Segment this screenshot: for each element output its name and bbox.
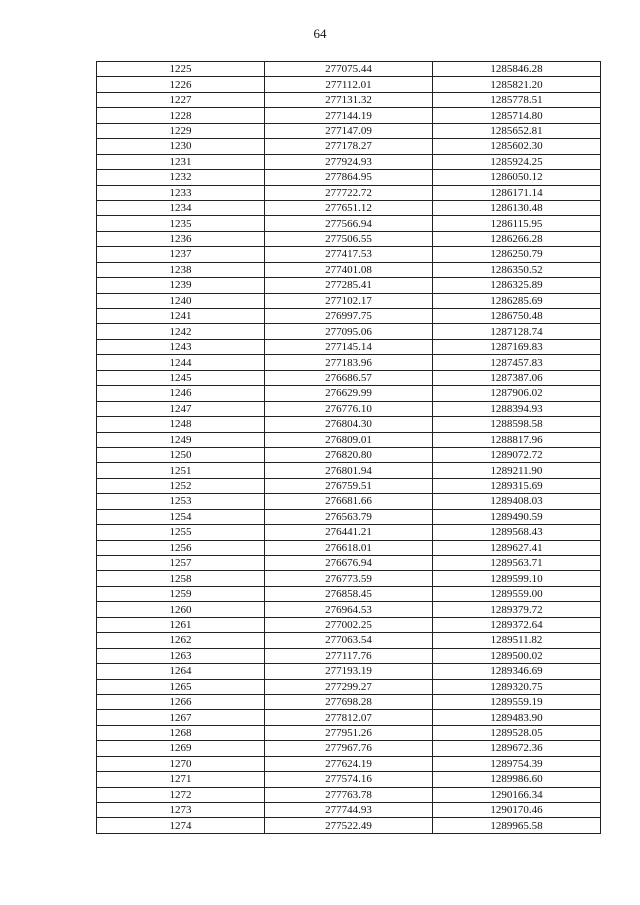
point-number-cell: 1233 bbox=[97, 185, 265, 200]
y-coordinate-cell: 1289568.43 bbox=[433, 525, 601, 540]
table-row bbox=[97, 247, 601, 262]
x-coordinate-cell: 277506.55 bbox=[265, 231, 433, 246]
point-number-cell: 1261 bbox=[97, 617, 265, 632]
x-coordinate-cell: 276629.99 bbox=[265, 386, 433, 401]
point-number-cell: 1238 bbox=[97, 262, 265, 277]
point-number-cell: 1262 bbox=[97, 633, 265, 648]
table-row bbox=[97, 571, 601, 586]
y-coordinate-cell: 1286285.69 bbox=[433, 293, 601, 308]
x-coordinate-cell: 276441.21 bbox=[265, 525, 433, 540]
x-coordinate-cell: 277131.32 bbox=[265, 92, 433, 107]
x-coordinate-cell: 276563.79 bbox=[265, 509, 433, 524]
point-number-cell: 1255 bbox=[97, 525, 265, 540]
x-coordinate-cell: 276997.75 bbox=[265, 309, 433, 324]
y-coordinate-cell: 1285846.28 bbox=[433, 62, 601, 77]
y-coordinate-cell: 1289559.19 bbox=[433, 694, 601, 709]
table-row bbox=[97, 77, 601, 92]
table-row bbox=[97, 309, 601, 324]
x-coordinate-cell: 277112.01 bbox=[265, 77, 433, 92]
table-row bbox=[97, 818, 601, 833]
table-row bbox=[97, 602, 601, 617]
x-coordinate-cell: 276820.80 bbox=[265, 447, 433, 462]
y-coordinate-cell: 1285821.20 bbox=[433, 77, 601, 92]
x-coordinate-cell: 277698.28 bbox=[265, 694, 433, 709]
table-row bbox=[97, 679, 601, 694]
table-row bbox=[97, 278, 601, 293]
table-row bbox=[97, 324, 601, 339]
y-coordinate-cell: 1286266.28 bbox=[433, 231, 601, 246]
x-coordinate-cell: 277864.95 bbox=[265, 170, 433, 185]
table-row bbox=[97, 586, 601, 601]
point-number-cell: 1239 bbox=[97, 278, 265, 293]
y-coordinate-cell: 1289483.90 bbox=[433, 710, 601, 725]
y-coordinate-cell: 1285714.80 bbox=[433, 108, 601, 123]
point-number-cell: 1248 bbox=[97, 417, 265, 432]
table-row bbox=[97, 62, 601, 77]
table-row bbox=[97, 339, 601, 354]
table-row bbox=[97, 447, 601, 462]
point-number-cell: 1258 bbox=[97, 571, 265, 586]
x-coordinate-cell: 277299.27 bbox=[265, 679, 433, 694]
x-coordinate-cell: 277285.41 bbox=[265, 278, 433, 293]
x-coordinate-cell: 277193.19 bbox=[265, 664, 433, 679]
x-coordinate-cell: 276686.57 bbox=[265, 370, 433, 385]
y-coordinate-cell: 1289379.72 bbox=[433, 602, 601, 617]
x-coordinate-cell: 277566.94 bbox=[265, 216, 433, 231]
point-number-cell: 1269 bbox=[97, 741, 265, 756]
x-coordinate-cell: 277117.76 bbox=[265, 648, 433, 663]
point-number-cell: 1267 bbox=[97, 710, 265, 725]
y-coordinate-cell: 1286171.14 bbox=[433, 185, 601, 200]
y-coordinate-cell: 1286050.12 bbox=[433, 170, 601, 185]
point-number-cell: 1229 bbox=[97, 123, 265, 138]
table-row bbox=[97, 463, 601, 478]
point-number-cell: 1272 bbox=[97, 787, 265, 802]
point-number-cell: 1230 bbox=[97, 139, 265, 154]
point-number-cell: 1250 bbox=[97, 447, 265, 462]
y-coordinate-cell: 1289372.64 bbox=[433, 617, 601, 632]
x-coordinate-cell: 276804.30 bbox=[265, 417, 433, 432]
point-number-cell: 1231 bbox=[97, 154, 265, 169]
coordinates-table bbox=[96, 61, 601, 834]
x-coordinate-cell: 277102.17 bbox=[265, 293, 433, 308]
point-number-cell: 1259 bbox=[97, 586, 265, 601]
x-coordinate-cell: 276618.01 bbox=[265, 540, 433, 555]
x-coordinate-cell: 276676.94 bbox=[265, 556, 433, 571]
point-number-cell: 1236 bbox=[97, 231, 265, 246]
point-number-cell: 1273 bbox=[97, 803, 265, 818]
y-coordinate-cell: 1287387.06 bbox=[433, 370, 601, 385]
point-number-cell: 1227 bbox=[97, 92, 265, 107]
page-number: 64 bbox=[313, 26, 327, 41]
y-coordinate-cell: 1288394.93 bbox=[433, 401, 601, 416]
table-row bbox=[97, 710, 601, 725]
table-row bbox=[97, 386, 601, 401]
x-coordinate-cell: 277145.14 bbox=[265, 339, 433, 354]
point-number-cell: 1253 bbox=[97, 494, 265, 509]
point-number-cell: 1237 bbox=[97, 247, 265, 262]
x-coordinate-cell: 277924.93 bbox=[265, 154, 433, 169]
x-coordinate-cell: 277095.06 bbox=[265, 324, 433, 339]
y-coordinate-cell: 1286750.48 bbox=[433, 309, 601, 324]
x-coordinate-cell: 277812.07 bbox=[265, 710, 433, 725]
point-number-cell: 1268 bbox=[97, 725, 265, 740]
point-number-cell: 1249 bbox=[97, 432, 265, 447]
y-coordinate-cell: 1286115.95 bbox=[433, 216, 601, 231]
y-coordinate-cell: 1289346.69 bbox=[433, 664, 601, 679]
x-coordinate-cell: 277178.27 bbox=[265, 139, 433, 154]
table-row bbox=[97, 741, 601, 756]
point-number-cell: 1266 bbox=[97, 694, 265, 709]
table-row bbox=[97, 540, 601, 555]
y-coordinate-cell: 1286350.52 bbox=[433, 262, 601, 277]
table-row bbox=[97, 200, 601, 215]
y-coordinate-cell: 1289528.05 bbox=[433, 725, 601, 740]
table-row bbox=[97, 525, 601, 540]
y-coordinate-cell: 1287457.83 bbox=[433, 355, 601, 370]
table-row bbox=[97, 494, 601, 509]
table-row bbox=[97, 725, 601, 740]
point-number-cell: 1247 bbox=[97, 401, 265, 416]
x-coordinate-cell: 277144.19 bbox=[265, 108, 433, 123]
table-row bbox=[97, 803, 601, 818]
point-number-cell: 1265 bbox=[97, 679, 265, 694]
point-number-cell: 1225 bbox=[97, 62, 265, 77]
table-row bbox=[97, 262, 601, 277]
x-coordinate-cell: 277522.49 bbox=[265, 818, 433, 833]
x-coordinate-cell: 277183.96 bbox=[265, 355, 433, 370]
table-row bbox=[97, 401, 601, 416]
table-row bbox=[97, 772, 601, 787]
x-coordinate-cell: 276801.94 bbox=[265, 463, 433, 478]
table-row bbox=[97, 216, 601, 231]
point-number-cell: 1256 bbox=[97, 540, 265, 555]
table-row bbox=[97, 370, 601, 385]
table-row bbox=[97, 478, 601, 493]
y-coordinate-cell: 1286250.79 bbox=[433, 247, 601, 262]
x-coordinate-cell: 276964.53 bbox=[265, 602, 433, 617]
x-coordinate-cell: 277763.78 bbox=[265, 787, 433, 802]
table-row bbox=[97, 139, 601, 154]
x-coordinate-cell: 277574.16 bbox=[265, 772, 433, 787]
y-coordinate-cell: 1290166.34 bbox=[433, 787, 601, 802]
y-coordinate-cell: 1287128.74 bbox=[433, 324, 601, 339]
y-coordinate-cell: 1289490.59 bbox=[433, 509, 601, 524]
y-coordinate-cell: 1289500.02 bbox=[433, 648, 601, 663]
point-number-cell: 1252 bbox=[97, 478, 265, 493]
table-row bbox=[97, 417, 601, 432]
point-number-cell: 1235 bbox=[97, 216, 265, 231]
table-row bbox=[97, 694, 601, 709]
table-row bbox=[97, 633, 601, 648]
y-coordinate-cell: 1289599.10 bbox=[433, 571, 601, 586]
y-coordinate-cell: 1285602.30 bbox=[433, 139, 601, 154]
y-coordinate-cell: 1288817.96 bbox=[433, 432, 601, 447]
y-coordinate-cell: 1289672.36 bbox=[433, 741, 601, 756]
point-number-cell: 1246 bbox=[97, 386, 265, 401]
y-coordinate-cell: 1289315.69 bbox=[433, 478, 601, 493]
y-coordinate-cell: 1289754.39 bbox=[433, 756, 601, 771]
point-number-cell: 1242 bbox=[97, 324, 265, 339]
y-coordinate-cell: 1286130.48 bbox=[433, 200, 601, 215]
table-row bbox=[97, 355, 601, 370]
point-number-cell: 1257 bbox=[97, 556, 265, 571]
point-number-cell: 1244 bbox=[97, 355, 265, 370]
x-coordinate-cell: 277401.08 bbox=[265, 262, 433, 277]
x-coordinate-cell: 277417.53 bbox=[265, 247, 433, 262]
y-coordinate-cell: 1290170.46 bbox=[433, 803, 601, 818]
y-coordinate-cell: 1287169.83 bbox=[433, 339, 601, 354]
table-row bbox=[97, 556, 601, 571]
x-coordinate-cell: 276776.10 bbox=[265, 401, 433, 416]
point-number-cell: 1251 bbox=[97, 463, 265, 478]
point-number-cell: 1274 bbox=[97, 818, 265, 833]
table-row bbox=[97, 617, 601, 632]
point-number-cell: 1226 bbox=[97, 77, 265, 92]
point-number-cell: 1270 bbox=[97, 756, 265, 771]
x-coordinate-cell: 276681.66 bbox=[265, 494, 433, 509]
y-coordinate-cell: 1285924.25 bbox=[433, 154, 601, 169]
table-row bbox=[97, 293, 601, 308]
y-coordinate-cell: 1289559.00 bbox=[433, 586, 601, 601]
point-number-cell: 1234 bbox=[97, 200, 265, 215]
point-number-cell: 1254 bbox=[97, 509, 265, 524]
y-coordinate-cell: 1289408.03 bbox=[433, 494, 601, 509]
y-coordinate-cell: 1288598.58 bbox=[433, 417, 601, 432]
table-body bbox=[97, 62, 601, 834]
x-coordinate-cell: 277063.54 bbox=[265, 633, 433, 648]
point-number-cell: 1232 bbox=[97, 170, 265, 185]
point-number-cell: 1228 bbox=[97, 108, 265, 123]
y-coordinate-cell: 1289511.82 bbox=[433, 633, 601, 648]
table-row bbox=[97, 648, 601, 663]
y-coordinate-cell: 1289986.60 bbox=[433, 772, 601, 787]
table-row bbox=[97, 170, 601, 185]
table-row bbox=[97, 92, 601, 107]
x-coordinate-cell: 276858.45 bbox=[265, 586, 433, 601]
table-row bbox=[97, 185, 601, 200]
table-row bbox=[97, 664, 601, 679]
table-row bbox=[97, 231, 601, 246]
y-coordinate-cell: 1289072.72 bbox=[433, 447, 601, 462]
table-row bbox=[97, 756, 601, 771]
table-row bbox=[97, 432, 601, 447]
x-coordinate-cell: 277624.19 bbox=[265, 756, 433, 771]
x-coordinate-cell: 277967.76 bbox=[265, 741, 433, 756]
x-coordinate-cell: 277147.09 bbox=[265, 123, 433, 138]
point-number-cell: 1243 bbox=[97, 339, 265, 354]
table-row bbox=[97, 154, 601, 169]
point-number-cell: 1264 bbox=[97, 664, 265, 679]
x-coordinate-cell: 277002.25 bbox=[265, 617, 433, 632]
y-coordinate-cell: 1289627.41 bbox=[433, 540, 601, 555]
table-row bbox=[97, 509, 601, 524]
point-number-cell: 1271 bbox=[97, 772, 265, 787]
y-coordinate-cell: 1289211.90 bbox=[433, 463, 601, 478]
x-coordinate-cell: 276773.59 bbox=[265, 571, 433, 586]
x-coordinate-cell: 276759.51 bbox=[265, 478, 433, 493]
y-coordinate-cell: 1289320.75 bbox=[433, 679, 601, 694]
y-coordinate-cell: 1286325.89 bbox=[433, 278, 601, 293]
y-coordinate-cell: 1289563.71 bbox=[433, 556, 601, 571]
x-coordinate-cell: 277722.72 bbox=[265, 185, 433, 200]
point-number-cell: 1240 bbox=[97, 293, 265, 308]
x-coordinate-cell: 277744.93 bbox=[265, 803, 433, 818]
x-coordinate-cell: 276809.01 bbox=[265, 432, 433, 447]
table-row bbox=[97, 123, 601, 138]
table-row bbox=[97, 108, 601, 123]
y-coordinate-cell: 1285652.81 bbox=[433, 123, 601, 138]
y-coordinate-cell: 1289965.58 bbox=[433, 818, 601, 833]
point-number-cell: 1245 bbox=[97, 370, 265, 385]
x-coordinate-cell: 277651.12 bbox=[265, 200, 433, 215]
point-number-cell: 1260 bbox=[97, 602, 265, 617]
x-coordinate-cell: 277075.44 bbox=[265, 62, 433, 77]
x-coordinate-cell: 277951.26 bbox=[265, 725, 433, 740]
table-row bbox=[97, 787, 601, 802]
point-number-cell: 1241 bbox=[97, 309, 265, 324]
point-number-cell: 1263 bbox=[97, 648, 265, 663]
y-coordinate-cell: 1285778.51 bbox=[433, 92, 601, 107]
y-coordinate-cell: 1287906.02 bbox=[433, 386, 601, 401]
